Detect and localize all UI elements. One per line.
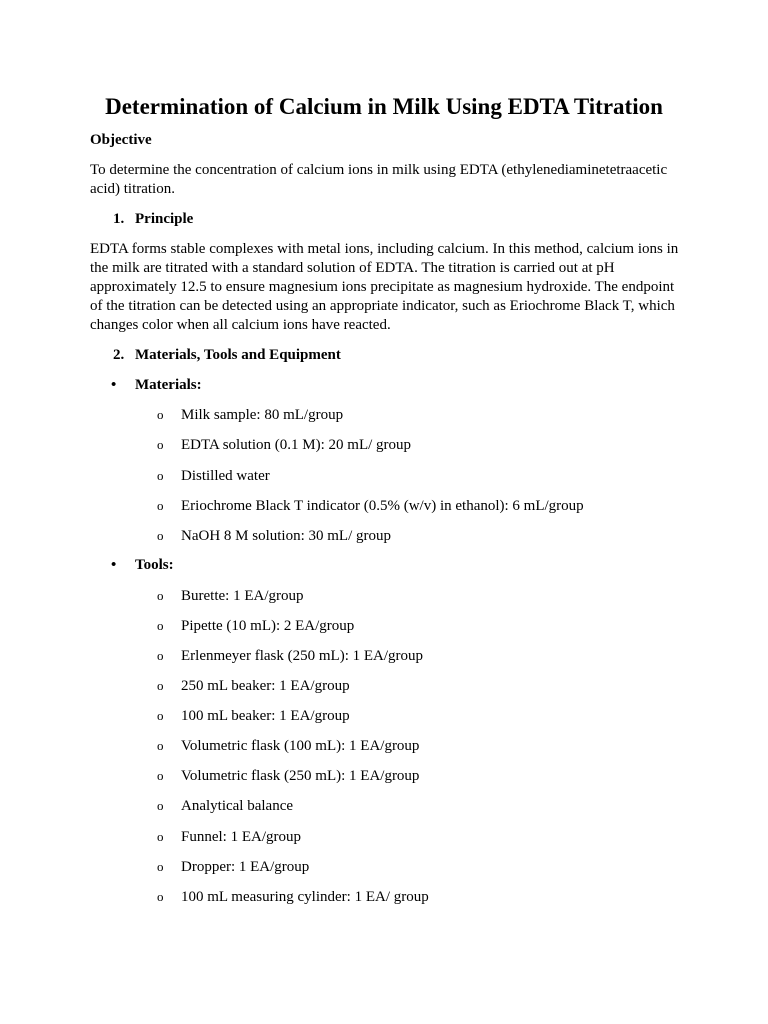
materials-label: Materials:	[135, 377, 202, 393]
objective-heading: Objective	[90, 132, 152, 148]
list-item-text: Volumetric flask (250 mL): 1 EA/group	[181, 768, 420, 784]
list-item-text: Eriochrome Black T indicator (0.5% (w/v) in ethanol): 6 mL/group	[181, 498, 584, 514]
list-item-text: EDTA solution (0.1 M): 20 mL/ group	[181, 437, 412, 453]
list-item-text: Volumetric flask (100 mL): 1 EA/group	[181, 738, 420, 754]
list-item	[157, 586, 303, 606]
principle-number: 1.	[113, 211, 125, 227]
principle-heading	[113, 210, 193, 229]
bullet-symbol: •	[111, 557, 117, 573]
list-item	[157, 616, 354, 636]
list-marker: o	[157, 407, 164, 422]
list-item	[157, 526, 391, 546]
list-item-text: 100 mL measuring cylinder: 1 EA/ group	[181, 889, 429, 905]
list-item	[157, 676, 350, 696]
list-item-text: Distilled water	[181, 468, 270, 484]
list-marker: o	[157, 588, 164, 603]
list-item	[157, 887, 429, 907]
principle-heading-label: Principle	[135, 211, 194, 227]
materials-section-number: 2.	[113, 347, 125, 363]
list-marker: o	[157, 498, 164, 513]
list-marker: o	[157, 798, 164, 813]
list-item-text: Analytical balance	[181, 798, 294, 814]
list-marker: o	[157, 859, 164, 874]
tools-label: Tools:	[135, 557, 174, 573]
list-marker: o	[157, 829, 164, 844]
materials-heading	[111, 376, 202, 395]
list-item	[157, 706, 350, 726]
list-item	[157, 496, 584, 516]
materials-section-heading-label: Materials, Tools and Equipment	[135, 347, 341, 363]
tools-heading	[111, 556, 174, 575]
list-item	[157, 466, 270, 486]
document-title: Determination of Calcium in Milk Using EDTA Titration	[105, 94, 663, 119]
list-marker: o	[157, 889, 164, 904]
list-item	[157, 857, 309, 877]
list-item-text: Dropper: 1 EA/group	[181, 859, 310, 875]
list-item-text: NaOH 8 M solution: 30 mL/ group	[181, 528, 391, 544]
objective-text: To determine the concentration of calcium ions in milk using EDTA (ethylenediaminetetraacetic acid) titration.	[90, 162, 668, 197]
list-item-text: Erlenmeyer flask (250 mL): 1 EA/group	[181, 648, 424, 664]
list-item	[157, 646, 423, 666]
list-item	[157, 766, 419, 786]
list-marker: o	[157, 437, 164, 452]
list-marker: o	[157, 468, 164, 483]
list-marker: o	[157, 678, 164, 693]
list-item	[157, 796, 293, 816]
list-marker: o	[157, 768, 164, 783]
list-item	[157, 827, 301, 847]
list-item-text: Pipette (10 mL): 2 EA/group	[181, 618, 355, 634]
bullet-symbol: •	[111, 377, 117, 393]
list-item	[157, 405, 343, 425]
list-marker: o	[157, 528, 164, 543]
list-item	[157, 435, 411, 455]
materials-section-heading	[113, 346, 341, 365]
principle-text: EDTA forms stable complexes with metal ions, including calcium. In this method, calcium ions in the milk are titrated with a standard solution of EDTA. The titration is carried out at pH approximately 12.5 to ensure magnesium ions precipitate as magnesium hydroxide. The endpoint of the titration can be detected using an appropriate indicator, such as Eriochrome Black T, which changes color when all calcium ions have reacted.	[90, 241, 679, 333]
list-item-text: 250 mL beaker: 1 EA/group	[181, 678, 350, 694]
list-item-text: 100 mL beaker: 1 EA/group	[181, 708, 350, 724]
list-marker: o	[157, 618, 164, 633]
list-item	[157, 736, 419, 756]
list-item-text: Funnel: 1 EA/group	[181, 829, 301, 845]
list-item-text: Milk sample: 80 mL/group	[181, 407, 344, 423]
list-marker: o	[157, 708, 164, 723]
list-item-text: Burette: 1 EA/group	[181, 588, 304, 604]
list-marker: o	[157, 738, 164, 753]
list-marker: o	[157, 648, 164, 663]
